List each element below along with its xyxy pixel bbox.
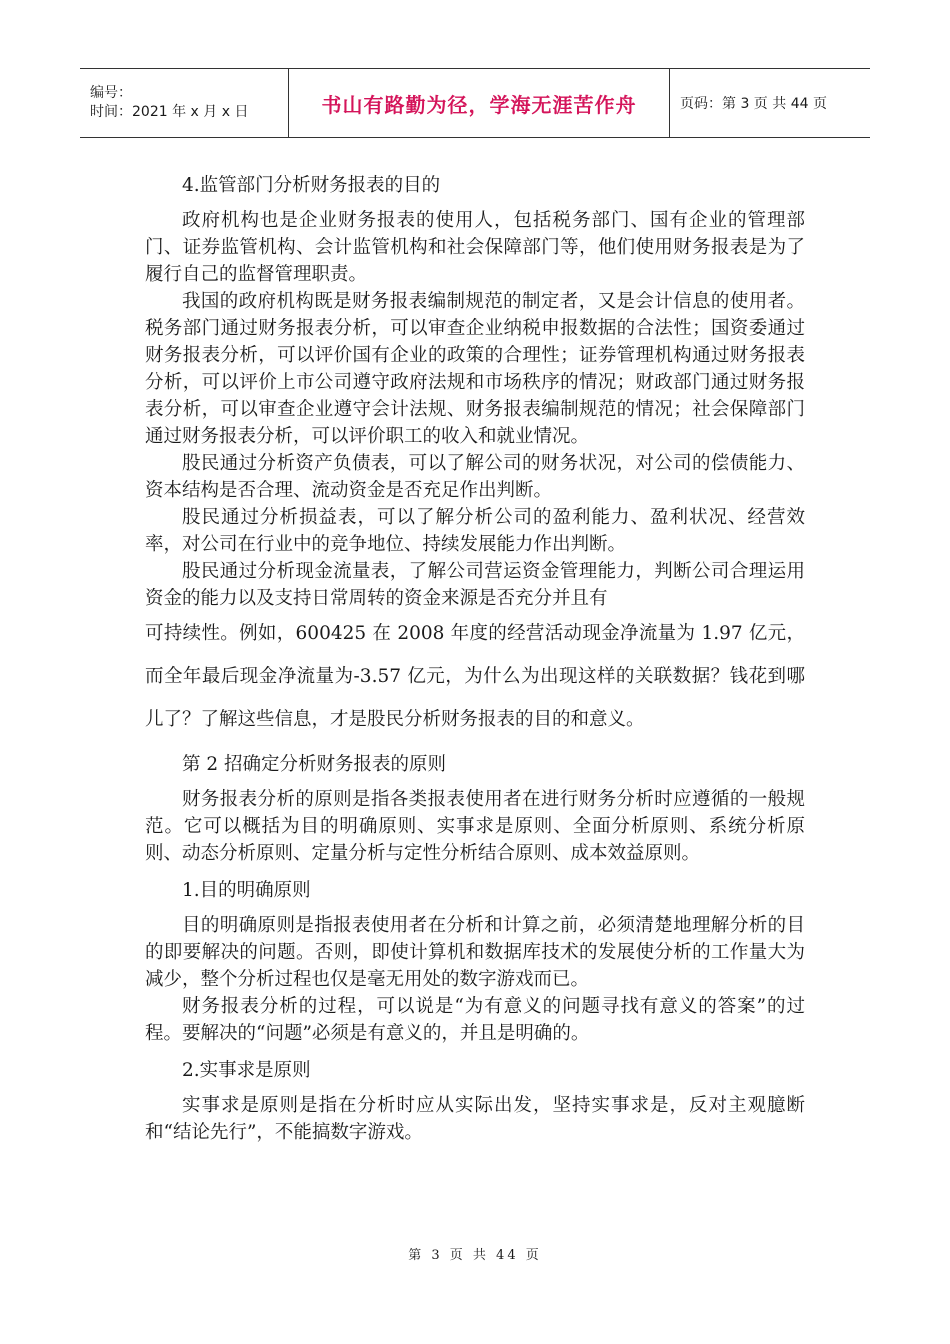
- section-heading: 2.实事求是原则: [182, 1060, 311, 1081]
- section-heading: 4.监管部门分析财务报表的目的: [182, 175, 441, 196]
- paragraph: 目的明确原则是指报表使用者在分析和计算之前，必须清楚地理解分析的目的即要解决的问题。否则，即使计算机和数据库技术的发展使分析的工作量大为减少，整个分析过程也仅是毫无用处的数字游戏而已。: [145, 915, 805, 990]
- section-heading: 1.目的明确原则: [182, 880, 311, 901]
- paragraph: 可持续性。例如，600425 在 2008 年度的经营活动现金净流量为 1.97 亿元，而全年最后现金净流量为-3.57 亿元，为什么为出现这样的关联数据？钱花到哪儿了？了解这些信息，才是股民分析财务报表的目的和意义。: [145, 623, 805, 730]
- paragraph: 我国的政府机构既是财务报表编制规范的制定者，又是会计信息的使用者。税务部门通过财务报表分析，可以审查企业纳税申报数据的合法性；国资委通过财务报表分析，可以评价国有企业的政策的合理性；证券管理机构通过财务报表分析，可以评价上市公司遵守政府法规和市场秩序的情况；财政部门通过财务报表分析，可以审查企业遵守会计法规、财务报表编制规范的情况；社会保障部门通过财务报表分析，可以评价职工的收入和就业情况。: [145, 291, 805, 447]
- paragraph: 政府机构也是企业财务报表的使用人，包括税务部门、国有企业的管理部门、证券监管机构、会计监管机构和社会保障部门等，他们使用财务报表是为了履行自己的监督管理职责。: [145, 210, 805, 285]
- section-heading: 第 2 招确定分析财务报表的原则: [182, 754, 447, 775]
- header-motto: 书山有路勤为径，学海无涯苦作舟: [321, 92, 637, 117]
- paragraph: 实事求是原则是指在分析时应从实际出发，坚持实事求是，反对主观臆断和“结论先行”，不能搞数字游戏。: [145, 1095, 805, 1143]
- header-motto-cell: [289, 69, 670, 137]
- header-page-cell: [670, 69, 827, 137]
- page-footer: 第 3 页 共 44 页: [408, 1248, 542, 1263]
- document-body: [145, 172, 805, 1146]
- document-number-label: 编号：: [90, 85, 132, 101]
- paragraph: 股民通过分析资产负债表，可以了解公司的财务状况，对公司的偿债能力、资本结构是否合理、流动资金是否充足作出判断。: [145, 453, 805, 501]
- paragraph: 财务报表分析的过程，可以说是“为有意义的问题寻找有意义的答案”的过程。要解决的“问题”必须是有意义的，并且是明确的。: [145, 996, 805, 1044]
- header-page-info: 页码：第 3 页 共 44 页: [680, 96, 827, 112]
- header-meta: [80, 69, 289, 137]
- document-date-label: 时间：2021 年 x 月 x 日: [90, 104, 249, 120]
- paragraph: 股民通过分析现金流量表，了解公司营运资金管理能力，判断公司合理运用资金的能力以及支持日常周转的资金来源是否充分并且有: [145, 561, 805, 609]
- page-header: [80, 68, 870, 138]
- paragraph: 财务报表分析的原则是指各类报表使用者在进行财务分析时应遵循的一般规范。它可以概括为目的明确原则、实事求是原则、全面分析原则、系统分析原则、动态分析原则、定量分析与定性分析结合原则、成本效益原则。: [145, 789, 805, 864]
- paragraph: 股民通过分析损益表，可以了解分析公司的盈利能力、盈利状况、经营效率，对公司在行业中的竞争地位、持续发展能力作出判断。: [145, 507, 805, 555]
